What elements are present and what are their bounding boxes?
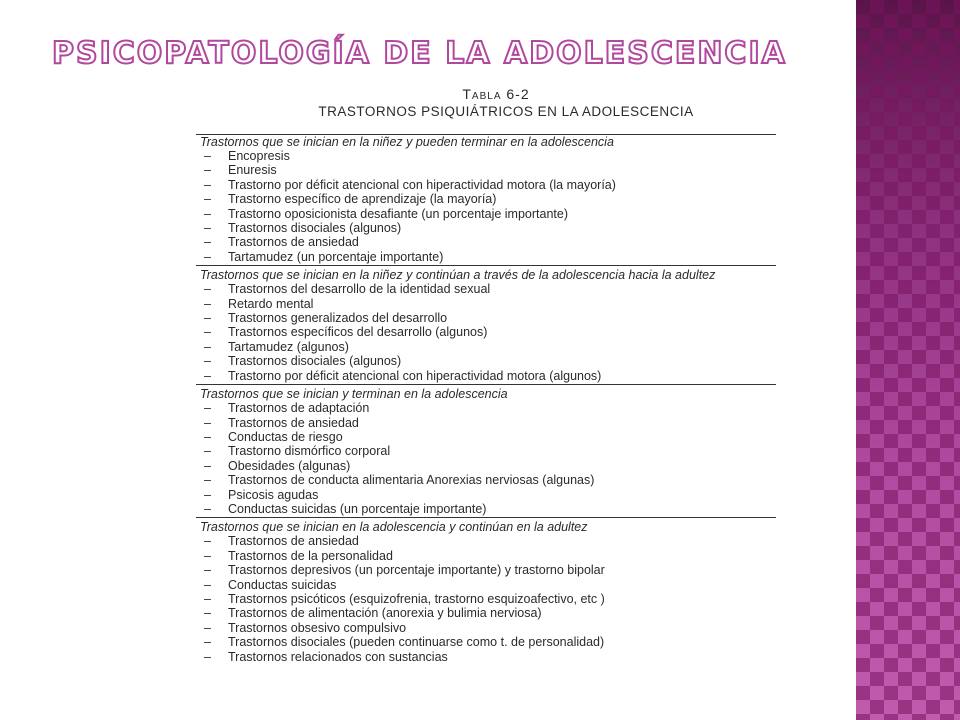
table-section <box>196 135 776 264</box>
list-item: – Encopresis <box>196 149 776 163</box>
section-item-list <box>196 401 776 516</box>
section-title: Trastornos que se inician en la adolescencia y continúan en la adultez <box>200 520 588 535</box>
list-item: – Conductas suicidas (un porcentaje importante) <box>196 502 776 516</box>
list-item: – Trastornos depresivos (un porcentaje importante) y trastorno bipolar <box>196 563 776 577</box>
list-item: – Trastornos disociales (pueden continuarse como t. de personalidad) <box>196 635 776 649</box>
list-item: – Trastornos disociales (algunos) <box>196 221 776 235</box>
list-item: – Trastornos de alimentación (anorexia y bulimia nerviosa) <box>196 606 776 620</box>
list-item: – Trastorno específico de aprendizaje (la mayoría) <box>196 192 776 206</box>
table-number: Tabla 6-2 <box>462 86 530 102</box>
table-heading: TRASTORNOS PSIQUIÁTRICOS EN LA ADOLESCENCIA <box>318 104 694 119</box>
scanned-table <box>196 86 776 666</box>
list-item: – Psicosis agudas <box>196 488 776 502</box>
section-item-list <box>196 149 776 264</box>
list-item: – Tartamudez (algunos) <box>196 340 776 354</box>
list-item: – Trastornos del desarrollo de la identidad sexual <box>196 282 776 296</box>
section-item-list <box>196 282 776 383</box>
list-item: – Enuresis <box>196 163 776 177</box>
table-sections <box>196 135 776 664</box>
list-item: – Trastornos disociales (algunos) <box>196 354 776 368</box>
list-item: – Trastornos de adaptación <box>196 401 776 415</box>
list-item: – Trastornos de la personalidad <box>196 549 776 563</box>
slide-title: PSICOPATOLOGÍA DE LA ADOLESCENCIA <box>52 36 787 71</box>
section-divider <box>196 517 776 518</box>
list-item: – Conductas suicidas <box>196 578 776 592</box>
list-item: – Tartamudez (un porcentaje importante) <box>196 250 776 264</box>
list-item: – Trastornos de conducta alimentaria Anorexias nerviosas (algunas) <box>196 473 776 487</box>
section-title: Trastornos que se inician en la niñez y continúan a través de la adolescencia hacia la adultez <box>200 268 716 283</box>
decorative-side-band <box>856 0 960 720</box>
list-item: – Trastorno por déficit atencional con hiperactividad motora (algunos) <box>196 369 776 383</box>
list-item: – Trastornos relacionados con sustancias <box>196 650 776 664</box>
table-section <box>196 387 776 516</box>
section-divider <box>196 265 776 266</box>
section-title: Trastornos que se inician y terminan en la adolescencia <box>200 387 508 402</box>
list-item: – Conductas de riesgo <box>196 430 776 444</box>
list-item: – Trastornos de ansiedad <box>196 534 776 548</box>
list-item: – Trastornos generalizados del desarrollo <box>196 311 776 325</box>
table-section <box>196 268 776 383</box>
section-title: Trastornos que se inician en la niñez y pueden terminar en la adolescencia <box>200 135 614 149</box>
list-item: – Trastornos de ansiedad <box>196 235 776 249</box>
list-item: – Trastornos específicos del desarrollo (algunos) <box>196 325 776 339</box>
list-item: – Trastorno dismórfico corporal <box>196 444 776 458</box>
list-item: – Trastorno por déficit atencional con hiperactividad motora (la mayoría) <box>196 178 776 192</box>
list-item: – Trastornos de ansiedad <box>196 416 776 430</box>
list-item: – Trastornos psicóticos (esquizofrenia, trastorno esquizoafectivo, etc ) <box>196 592 776 606</box>
list-item: – Trastorno oposicionista desafiante (un porcentaje importante) <box>196 207 776 221</box>
section-item-list <box>196 534 776 664</box>
list-item: – Obesidades (algunas) <box>196 459 776 473</box>
list-item: – Retardo mental <box>196 297 776 311</box>
table-section <box>196 520 776 664</box>
section-divider <box>196 384 776 385</box>
list-item: – Trastornos obsesivo compulsivo <box>196 621 776 635</box>
